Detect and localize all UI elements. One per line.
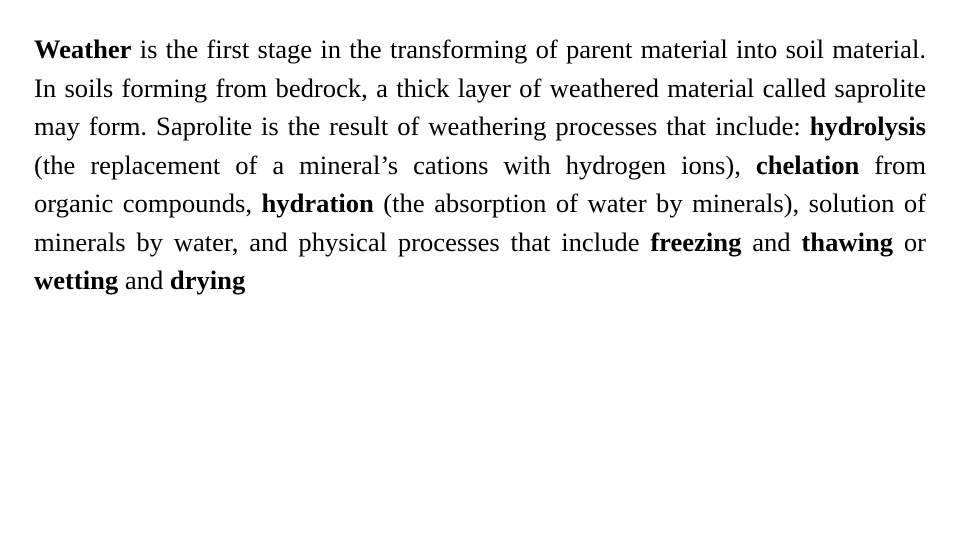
term-thawing: thawing — [801, 226, 894, 257]
term-hydration: hydration — [261, 188, 374, 218]
term-chelation: chelation — [755, 149, 860, 180]
text-segment: (the replacement of a mineral’s cations with hydrogen ions), — [34, 149, 756, 180]
text-segment: and — [118, 265, 170, 295]
term-hydrolysis: hydrolysis — [809, 111, 926, 141]
text-segment: from organic compounds, — [34, 149, 927, 218]
text-segment: is the first stage in the transforming of parent material into soil material. In soils forming from bedrock, a thick layer of weathered material called saprolite may form. Saprolite is the result of weathering processes that include: — [34, 34, 926, 141]
term-drying: drying — [169, 265, 246, 295]
text-segment: or — [893, 226, 927, 257]
text-segment: and — [741, 226, 802, 257]
term-weather: Weather — [34, 34, 132, 64]
text-segment: (the absorption of water by minerals), solution of minerals by water, and physical processes that include — [34, 188, 927, 257]
term-wetting: wetting — [34, 265, 119, 295]
term-freezing: freezing — [650, 226, 742, 257]
body-paragraph — [34, 30, 926, 300]
